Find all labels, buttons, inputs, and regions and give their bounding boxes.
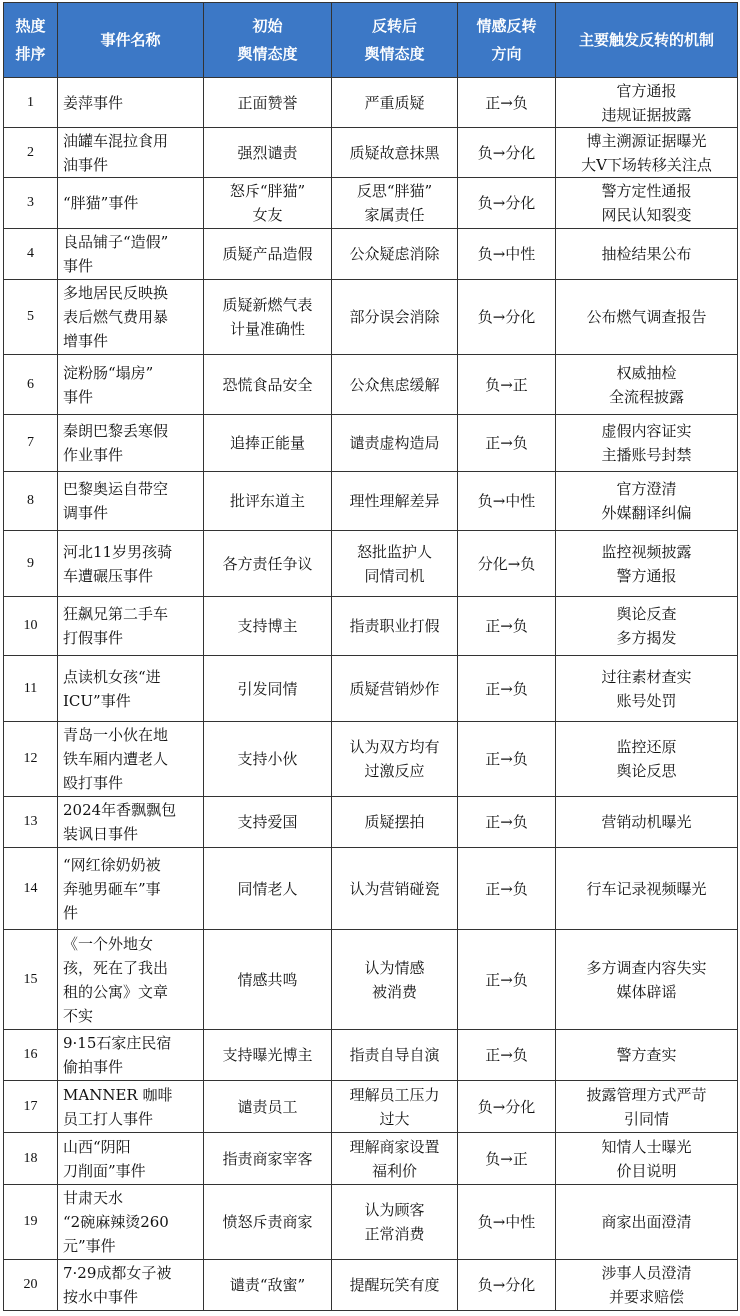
cell-direction: 负→分化 — [458, 178, 556, 229]
cell-initial-attitude-line: 情感共鸣 — [237, 970, 298, 989]
table-row — [4, 415, 738, 472]
table-row — [4, 656, 738, 722]
cell-mechanism — [556, 797, 738, 848]
table-row — [4, 531, 738, 597]
cell-mechanism-line: 抽检结果公布 — [601, 245, 692, 263]
cell-direction: 分化→负 — [458, 531, 556, 597]
cell-rank: 15 — [4, 930, 58, 1030]
cell-mechanism — [556, 1185, 738, 1260]
cell-event-name-line: 事件 — [63, 257, 94, 275]
cell-direction: 正→负 — [458, 797, 556, 848]
cell-mechanism-line: 警方定性通报 — [601, 182, 692, 200]
cell-rank: 3 — [4, 178, 58, 229]
cell-mechanism-line: 行车记录视频曝光 — [586, 879, 707, 898]
cell-after-attitude — [332, 1030, 458, 1081]
cell-initial-attitude — [204, 722, 332, 797]
cell-event-name-line: ICU”事件 — [63, 691, 131, 710]
cell-mechanism-line: 多方揭发 — [616, 629, 677, 647]
cell-after-attitude — [332, 78, 458, 128]
cell-event-name — [58, 1185, 204, 1260]
cell-event-name-line: 河北11岁男孩骑 — [63, 542, 173, 561]
cell-initial-attitude-line: 批评东道主 — [229, 492, 305, 510]
header-mechanism: 主要触发反转的机制 — [556, 3, 738, 78]
header-after-attitude: 反转后 舆情态度 — [332, 3, 458, 78]
cell-direction: 正→负 — [458, 597, 556, 656]
cell-event-name-line: 作业事件 — [63, 446, 124, 464]
cell-mechanism-line: 价目说明 — [616, 1161, 677, 1180]
table-row — [4, 1133, 738, 1185]
cell-mechanism — [556, 178, 738, 229]
cell-direction: 负→中性 — [458, 229, 556, 280]
cell-initial-attitude — [204, 797, 332, 848]
cell-mechanism — [556, 930, 738, 1030]
table-row — [4, 722, 738, 797]
cell-after-attitude-line: 认为顾客 — [364, 1201, 425, 1219]
cell-mechanism-line: 警方查实 — [616, 1046, 677, 1064]
cell-initial-attitude-line: 怒斥“胖猫” — [229, 182, 306, 200]
cell-event-name-line: 甘肃天水 — [63, 1189, 124, 1207]
cell-initial-attitude-line: 谴责员工 — [237, 1097, 298, 1116]
cell-after-attitude-line: 谴责虚构造局 — [349, 434, 440, 452]
cell-mechanism-line: 引同情 — [623, 1109, 669, 1128]
cell-event-name-line: 山西“阴阳 — [63, 1137, 131, 1156]
cell-event-name-line: 孩，死在了我出 — [63, 958, 169, 977]
cell-event-name — [58, 656, 204, 722]
cell-after-attitude-line: 指责自导自演 — [349, 1046, 440, 1064]
cell-event-name-line: 员工打人事件 — [63, 1109, 154, 1128]
cell-event-name-line: 多地居民反映换 — [63, 284, 169, 302]
cell-initial-attitude — [204, 178, 332, 229]
cell-direction: 负→中性 — [458, 472, 556, 531]
cell-mechanism-line: 媒体辟谣 — [616, 982, 677, 1001]
cell-event-name-line: “胖猫”事件 — [63, 194, 139, 212]
cell-after-attitude — [332, 229, 458, 280]
cell-rank: 16 — [4, 1030, 58, 1081]
cell-event-name — [58, 1133, 204, 1185]
cell-event-name — [58, 472, 204, 531]
cell-initial-attitude-line: 支持曝光博主 — [222, 1046, 313, 1064]
cell-mechanism-line: 公布燃气调查报告 — [586, 308, 707, 326]
cell-event-name-line: “网红徐奶奶被 — [63, 855, 161, 874]
cell-event-name-line: 按水中事件 — [63, 1288, 139, 1306]
cell-after-attitude-line: 公众疑虑消除 — [349, 245, 440, 263]
cell-initial-attitude-line: 同情老人 — [237, 879, 298, 898]
cell-event-name — [58, 280, 204, 355]
cell-initial-attitude — [204, 280, 332, 355]
cell-event-name-line: 油罐车混拉食用 — [63, 131, 169, 150]
cell-after-attitude — [332, 848, 458, 930]
cell-initial-attitude — [204, 1260, 332, 1311]
cell-after-attitude-line: 严重质疑 — [364, 93, 425, 112]
cell-mechanism-line: 虚假内容证实 — [601, 422, 692, 440]
cell-direction: 负→正 — [458, 355, 556, 415]
cell-rank: 10 — [4, 597, 58, 656]
cell-direction: 负→分化 — [458, 1260, 556, 1311]
cell-initial-attitude-line: 支持小伙 — [237, 750, 298, 768]
cell-mechanism-line: 并要求赔偿 — [608, 1288, 684, 1306]
cell-mechanism — [556, 531, 738, 597]
header-row — [4, 3, 738, 78]
cell-initial-attitude — [204, 415, 332, 472]
cell-event-name-line: 青岛一小伙在地 — [63, 726, 169, 744]
cell-initial-attitude-line: 支持博主 — [237, 617, 298, 635]
cell-initial-attitude-line: 愤怒斥责商家 — [222, 1213, 313, 1231]
header-direction: 情感反转 方向 — [458, 3, 556, 78]
cell-mechanism-line: 大V下场转移关注点 — [581, 155, 712, 174]
cell-event-name-line: 淀粉肠“塌房” — [63, 363, 154, 382]
cell-mechanism-line: 警方通报 — [616, 566, 677, 585]
cell-mechanism — [556, 355, 738, 415]
cell-event-name-line: 殴打事件 — [63, 774, 124, 792]
cell-after-attitude-line: 认为双方均有 — [349, 738, 440, 756]
cell-after-attitude — [332, 722, 458, 797]
cell-initial-attitude — [204, 930, 332, 1030]
cell-rank: 9 — [4, 531, 58, 597]
cell-initial-attitude-line: 质疑新燃气表 — [222, 296, 313, 314]
cell-event-name-line: 装讽日事件 — [63, 825, 139, 843]
cell-direction: 负→分化 — [458, 128, 556, 178]
cell-after-attitude-line: 理解商家设置 — [349, 1137, 440, 1156]
cell-initial-attitude-line: 追捧正能量 — [229, 434, 305, 452]
cell-event-name-line: 9·15石家庄民宿 — [63, 1034, 172, 1052]
table-row — [4, 1081, 738, 1133]
cell-after-attitude — [332, 531, 458, 597]
cell-after-attitude — [332, 797, 458, 848]
cell-after-attitude-line: 福利价 — [371, 1161, 417, 1180]
cell-event-name — [58, 531, 204, 597]
cell-direction: 正→负 — [458, 848, 556, 930]
cell-rank: 20 — [4, 1260, 58, 1311]
cell-event-name — [58, 597, 204, 656]
cell-after-attitude — [332, 1133, 458, 1185]
cell-after-attitude-line: 被消费 — [371, 982, 417, 1001]
cell-rank: 14 — [4, 848, 58, 930]
cell-mechanism-line: 商家出面澄清 — [601, 1213, 692, 1231]
cell-after-attitude-line: 过激反应 — [364, 762, 425, 780]
cell-event-name-line: 7·29成都女子被 — [63, 1264, 172, 1282]
cell-mechanism-line: 知情人士曝光 — [601, 1137, 692, 1156]
cell-event-name-line: 件 — [63, 903, 79, 922]
cell-after-attitude-line: 过大 — [379, 1109, 410, 1128]
cell-initial-attitude-line: 女友 — [252, 206, 283, 224]
cell-event-name-line: 偷拍事件 — [63, 1058, 124, 1076]
cell-after-attitude — [332, 355, 458, 415]
cell-rank: 7 — [4, 415, 58, 472]
cell-after-attitude-line: 提醒玩笑有度 — [349, 1276, 440, 1294]
cell-event-name — [58, 1260, 204, 1311]
cell-after-attitude-line: 认为情感 — [364, 958, 425, 977]
cell-initial-attitude — [204, 78, 332, 128]
cell-mechanism-line: 披露管理方式严苛 — [586, 1085, 707, 1104]
cell-event-name-line: 租的公寓》文章 — [63, 982, 169, 1001]
cell-mechanism-line: 多方调查内容失实 — [586, 958, 707, 977]
reversal-events-table — [3, 2, 738, 1311]
cell-event-name-line: “2碗麻辣烫260 — [63, 1213, 169, 1231]
table-row — [4, 1260, 738, 1311]
cell-event-name-line: 巴黎奥运自带空 — [63, 480, 169, 498]
table-row — [4, 178, 738, 229]
cell-event-name — [58, 355, 204, 415]
cell-mechanism — [556, 280, 738, 355]
cell-initial-attitude-line: 强烈谴责 — [237, 143, 298, 162]
cell-mechanism — [556, 128, 738, 178]
table-row — [4, 78, 738, 128]
cell-mechanism-line: 博主溯源证据曝光 — [586, 131, 707, 150]
cell-mechanism — [556, 229, 738, 280]
cell-mechanism-line: 全流程披露 — [608, 387, 684, 406]
cell-direction: 正→负 — [458, 656, 556, 722]
cell-event-name-line: 车遭碾压事件 — [63, 566, 154, 585]
cell-mechanism — [556, 1030, 738, 1081]
cell-after-attitude-line: 指责职业打假 — [349, 617, 440, 635]
cell-mechanism — [556, 415, 738, 472]
table-row — [4, 797, 738, 848]
cell-mechanism-line: 账号处罚 — [616, 691, 677, 710]
cell-after-attitude-line: 部分误会消除 — [349, 308, 440, 326]
cell-initial-attitude — [204, 597, 332, 656]
cell-after-attitude-line: 反思“胖猫” — [356, 182, 433, 200]
cell-event-name-line: 调事件 — [63, 504, 109, 522]
cell-after-attitude-line: 公众焦虑缓解 — [349, 375, 440, 394]
cell-after-attitude — [332, 1185, 458, 1260]
cell-event-name — [58, 848, 204, 930]
cell-mechanism-line: 官方通报 — [616, 81, 677, 100]
cell-mechanism-line: 营销动机曝光 — [601, 813, 692, 831]
cell-event-name-line: 奔驰男砸车”事 — [63, 879, 161, 898]
cell-event-name-line: MANNER 咖啡 — [63, 1085, 173, 1104]
header-event-name: 事件名称 — [58, 3, 204, 78]
table-row — [4, 355, 738, 415]
cell-mechanism — [556, 1133, 738, 1185]
cell-mechanism-line: 舆论反查 — [616, 605, 677, 623]
cell-after-attitude-line: 理解员工压力 — [349, 1085, 440, 1104]
cell-mechanism-line: 监控还原 — [616, 738, 677, 756]
cell-after-attitude-line: 质疑故意抹黑 — [349, 143, 440, 162]
cell-after-attitude-line: 认为营销碰瓷 — [349, 879, 440, 898]
cell-after-attitude-line: 质疑营销炒作 — [349, 679, 440, 698]
cell-event-name — [58, 722, 204, 797]
cell-initial-attitude — [204, 848, 332, 930]
cell-mechanism — [556, 722, 738, 797]
table-row — [4, 128, 738, 178]
cell-mechanism — [556, 848, 738, 930]
cell-initial-attitude-line: 引发同情 — [237, 679, 298, 698]
cell-event-name-line: 元”事件 — [63, 1237, 116, 1255]
cell-initial-attitude — [204, 531, 332, 597]
cell-event-name — [58, 128, 204, 178]
cell-after-attitude — [332, 1260, 458, 1311]
cell-event-name — [58, 930, 204, 1030]
cell-mechanism-line: 网民认知裂变 — [601, 206, 692, 224]
cell-after-attitude-line: 怒批监护人 — [356, 542, 432, 561]
cell-direction: 正→负 — [458, 930, 556, 1030]
cell-direction: 正→负 — [458, 1030, 556, 1081]
cell-mechanism — [556, 1260, 738, 1311]
cell-rank: 19 — [4, 1185, 58, 1260]
cell-initial-attitude — [204, 1081, 332, 1133]
cell-event-name-line: 《一个外地女 — [63, 934, 154, 953]
cell-event-name-line: 铁车厢内遭老人 — [63, 750, 169, 768]
cell-mechanism-line: 权威抽检 — [616, 363, 677, 382]
cell-event-name-line: 不实 — [63, 1006, 94, 1025]
cell-mechanism — [556, 78, 738, 128]
cell-event-name-line: 事件 — [63, 387, 94, 406]
cell-initial-attitude-line: 恐慌食品安全 — [222, 375, 313, 394]
cell-event-name — [58, 178, 204, 229]
cell-rank: 2 — [4, 128, 58, 178]
header-rank: 热度 排序 — [4, 3, 58, 78]
cell-initial-attitude-line: 正面赞誉 — [237, 93, 298, 112]
cell-rank: 18 — [4, 1133, 58, 1185]
cell-initial-attitude — [204, 229, 332, 280]
cell-initial-attitude — [204, 1133, 332, 1185]
cell-direction: 负→分化 — [458, 280, 556, 355]
cell-initial-attitude-line: 计量准确性 — [229, 320, 305, 338]
cell-event-name-line: 良品铺子“造假” — [63, 233, 169, 251]
cell-initial-attitude — [204, 472, 332, 531]
cell-event-name-line: 油事件 — [63, 155, 109, 174]
cell-rank: 8 — [4, 472, 58, 531]
cell-after-attitude-line: 正常消费 — [364, 1225, 425, 1243]
cell-mechanism — [556, 597, 738, 656]
cell-event-name-line: 刀削面”事件 — [63, 1161, 146, 1180]
cell-mechanism-line: 官方澄清 — [616, 480, 677, 498]
cell-after-attitude — [332, 656, 458, 722]
cell-event-name — [58, 415, 204, 472]
cell-direction: 负→分化 — [458, 1081, 556, 1133]
header-initial-attitude: 初始 舆情态度 — [204, 3, 332, 78]
cell-mechanism — [556, 472, 738, 531]
cell-mechanism-line: 违规证据披露 — [601, 105, 692, 124]
cell-event-name-line: 2024年香飘飘包 — [63, 801, 177, 819]
cell-mechanism-line: 涉事人员澄清 — [601, 1264, 692, 1282]
cell-event-name — [58, 229, 204, 280]
cell-initial-attitude — [204, 128, 332, 178]
cell-initial-attitude — [204, 355, 332, 415]
cell-rank: 13 — [4, 797, 58, 848]
cell-direction: 正→负 — [458, 78, 556, 128]
cell-event-name-line: 秦朗巴黎丢寒假 — [63, 422, 169, 440]
cell-initial-attitude — [204, 1030, 332, 1081]
cell-initial-attitude-line: 支持爱国 — [237, 813, 298, 831]
cell-mechanism-line: 过往素材查实 — [601, 667, 692, 686]
cell-direction: 负→中性 — [458, 1185, 556, 1260]
cell-after-attitude-line: 理性理解差异 — [349, 492, 440, 510]
cell-initial-attitude-line: 各方责任争议 — [222, 554, 313, 573]
cell-direction: 正→负 — [458, 415, 556, 472]
table-row — [4, 1185, 738, 1260]
cell-initial-attitude — [204, 1185, 332, 1260]
cell-rank: 5 — [4, 280, 58, 355]
cell-rank: 12 — [4, 722, 58, 797]
cell-mechanism-line: 外媒翻译纠偏 — [601, 504, 692, 522]
cell-after-attitude-line: 家属责任 — [364, 206, 425, 224]
cell-event-name-line: 表后燃气费用暴 — [63, 308, 169, 326]
cell-direction: 负→正 — [458, 1133, 556, 1185]
cell-initial-attitude-line: 指责商家宰客 — [222, 1149, 313, 1168]
cell-mechanism-line: 主播账号封禁 — [601, 446, 692, 464]
cell-after-attitude — [332, 415, 458, 472]
cell-event-name-line: 打假事件 — [63, 629, 124, 647]
cell-mechanism-line: 监控视频披露 — [601, 542, 692, 561]
cell-event-name — [58, 78, 204, 128]
cell-after-attitude-line: 质疑摆拍 — [364, 813, 425, 831]
table-row — [4, 597, 738, 656]
cell-initial-attitude-line: 谴责“敌蜜” — [229, 1276, 306, 1294]
cell-rank: 1 — [4, 78, 58, 128]
table-row — [4, 848, 738, 930]
cell-event-name-line: 狂飙兄第二手车 — [63, 605, 169, 623]
cell-after-attitude — [332, 178, 458, 229]
cell-after-attitude — [332, 1081, 458, 1133]
cell-mechanism-line: 舆论反思 — [616, 762, 677, 780]
cell-after-attitude — [332, 930, 458, 1030]
cell-event-name — [58, 1030, 204, 1081]
cell-after-attitude-line: 同情司机 — [364, 566, 425, 585]
cell-after-attitude — [332, 472, 458, 531]
cell-rank: 6 — [4, 355, 58, 415]
cell-after-attitude — [332, 597, 458, 656]
table-row — [4, 930, 738, 1030]
cell-rank: 4 — [4, 229, 58, 280]
cell-mechanism — [556, 1081, 738, 1133]
cell-mechanism — [556, 656, 738, 722]
cell-after-attitude — [332, 128, 458, 178]
cell-initial-attitude — [204, 656, 332, 722]
cell-direction: 正→负 — [458, 722, 556, 797]
cell-event-name-line: 点读机女孩“进 — [63, 667, 161, 686]
cell-rank: 11 — [4, 656, 58, 722]
table-row — [4, 1030, 738, 1081]
table-row — [4, 280, 738, 355]
cell-initial-attitude-line: 质疑产品造假 — [222, 245, 313, 263]
cell-event-name-line: 姜萍事件 — [63, 93, 124, 112]
table-row — [4, 472, 738, 531]
cell-event-name — [58, 797, 204, 848]
cell-rank: 17 — [4, 1081, 58, 1133]
cell-after-attitude — [332, 280, 458, 355]
cell-event-name-line: 增事件 — [63, 332, 109, 350]
table-row — [4, 229, 738, 280]
cell-event-name — [58, 1081, 204, 1133]
